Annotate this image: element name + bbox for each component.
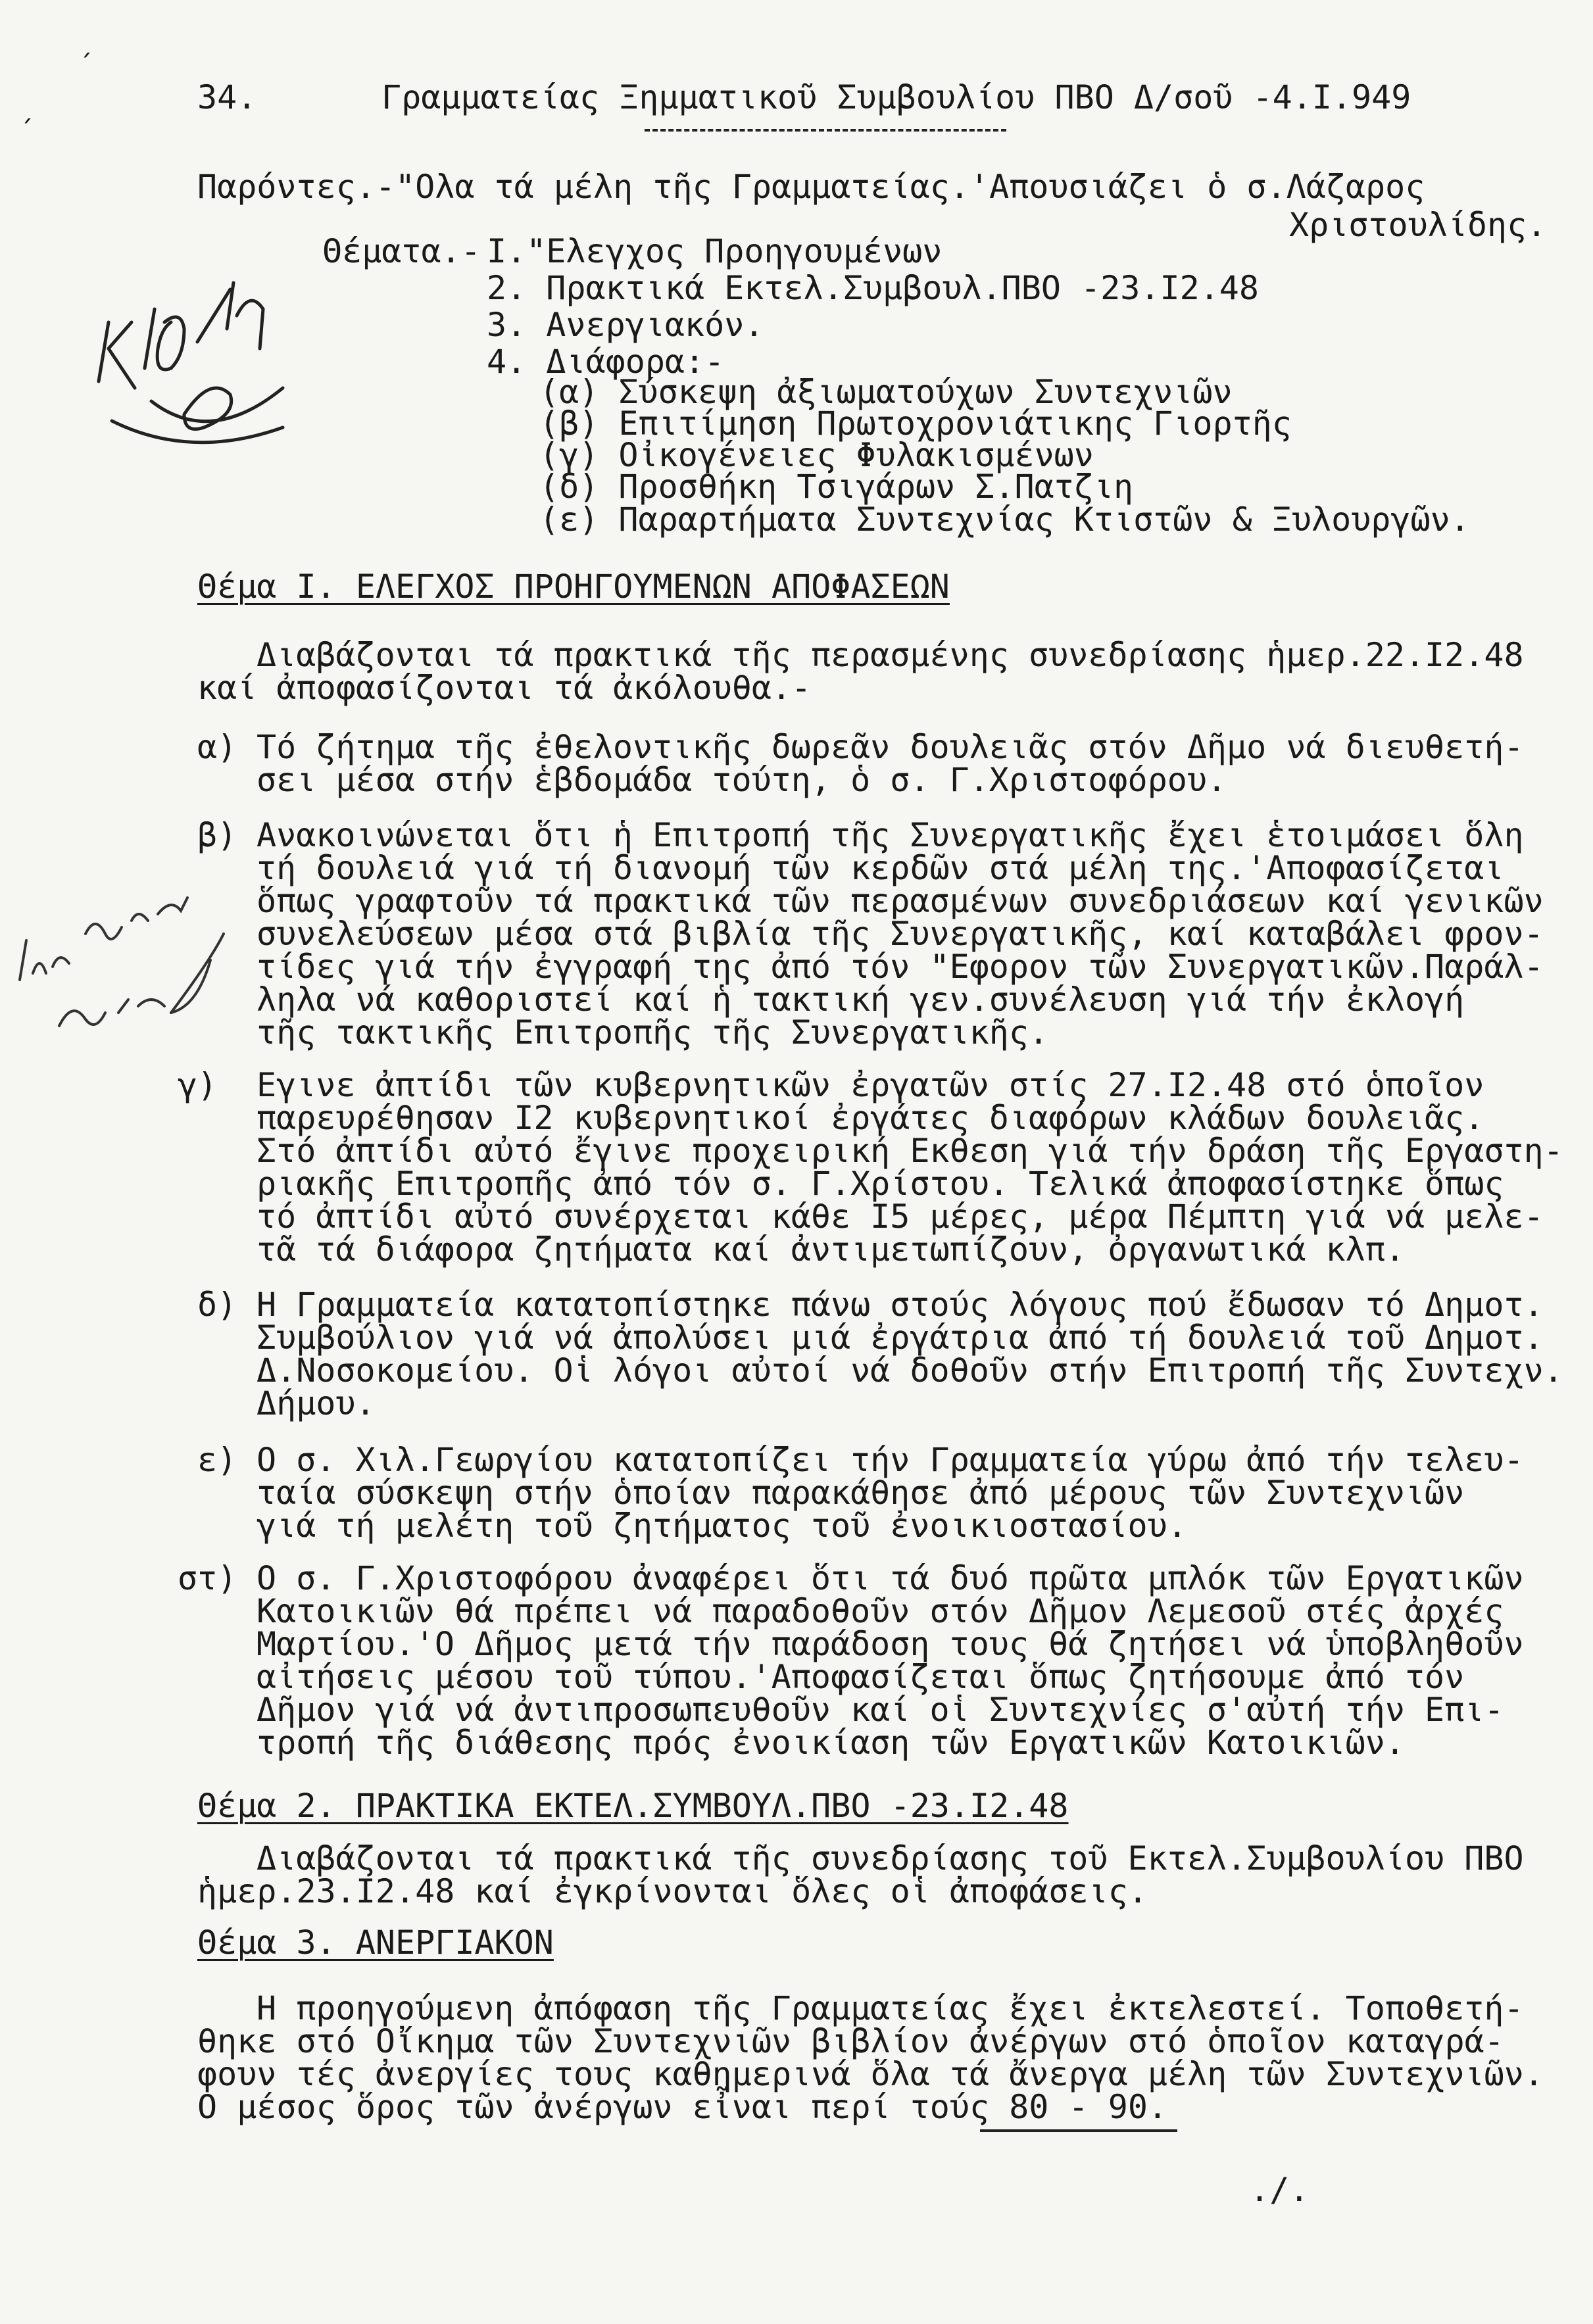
- paragraph-line: Ο σ. Γ.Χριστοφόρου ἀναφέρει ὅτι τά δυό πρῶτα μπλόκ τῶν Εργατικῶν: [257, 1559, 1524, 1597]
- paragraph-line: Δήμου.: [257, 1384, 376, 1422]
- section-heading: Θέμα 3. ΑΝΕΡΓΙΑΚΟΝ: [197, 1924, 554, 1962]
- handwritten-margin-note: [72, 250, 309, 460]
- agenda-subitem: (α) Σύσκεψη ἀξιωματούχων Συντεχνιῶν: [539, 373, 1233, 411]
- agenda-label: Θέματα.-: [322, 232, 481, 270]
- title-underline: [645, 129, 1006, 132]
- paragraph-line: ληλα νά καθοριστεί καί ἡ τακτική γεν.συνέλευση γιά τήν ἐκλογή: [257, 980, 1465, 1019]
- paragraph-line: τῆς τακτικῆς Επιτροπῆς τῆς Συνεργατικῆς.: [257, 1013, 1049, 1052]
- paragraph-line: Τό ζήτημα τῆς ἐθελοντικῆς δωρεᾶν δουλειᾶς στόν Δῆμο νά διευθετή-: [257, 728, 1524, 766]
- agenda-subitem: (ε) Παραρτήματα Συντεχνίας Κτιστῶν & Ξυλουργῶν.: [539, 500, 1470, 539]
- item-label: γ): [178, 1066, 218, 1104]
- paragraph-line: σει μέσα στήν ἑβδομάδα τούτη, ὁ σ. Γ.Χριστοφόρου.: [257, 761, 1227, 799]
- paragraph-line: Διαβάζονται τά πρακτικά τῆς συνεδρίασης τοῦ Εκτελ.Συμβουλίου ΠΒΟ: [257, 1839, 1524, 1877]
- paragraph-line: Διαβάζονται τά πρακτικά τῆς περασμένης συνεδρίασης ἡμερ.22.I2.48: [257, 636, 1524, 674]
- agenda-subitem: (γ) Οἰκογένειες Φυλακισμένων: [539, 436, 1094, 474]
- paragraph-line: ταία σύσκεψη στήν ὁποίαν παρακάθησε ἀπό μέρους τῶν Συντεχνιῶν: [257, 1474, 1465, 1512]
- figure-underline: [980, 2129, 1177, 2132]
- document-title: Γραμματείας Ξημματικοῦ Συμβουλίου ΠΒΟ Δ/σοῦ -4.Ι.949: [381, 78, 1411, 116]
- paragraph-line: φουν τές ἀνεργίες τους καθημερινά ὅλα τά ἄνεργα μέλη τῶν Συντεχνιῶν.: [197, 2055, 1544, 2093]
- item-label: δ): [197, 1286, 237, 1324]
- paragraph-line: Κατοικιῶν θά πρέπει νά παραδοθοῦν στόν Δῆμον Λεμεσοῦ στές ἀρχές: [257, 1592, 1504, 1630]
- paragraph-line: γιά τή μελέτη τοῦ ζητήματος τοῦ ἐνοικιοστασίου.: [257, 1507, 1187, 1545]
- agenda-subitem: (δ) Προσθήκη Τσιγάρων Σ.Πατζιη: [539, 468, 1134, 506]
- agenda-subitem: (β) Επιτίμηση Πρωτοχρονιάτικης Γιορτῆς: [539, 404, 1292, 443]
- paragraph-line: παρευρέθησαν I2 κυβερνητικοί ἐργάτες διαφόρων κλάδων δουλειᾶς.: [257, 1099, 1484, 1137]
- paragraph-line: Δῆμον γιά νά ἀντιπροσωπευθοῦν καί οἱ Συντεχνίες σ'αὐτή τήν Επι-: [257, 1691, 1504, 1729]
- agenda-item: 3. Ανεργιακόν.: [487, 306, 764, 344]
- item-label: β): [197, 816, 237, 854]
- paragraph-line: Συμβούλιον γιά νά ἀπολύσει μιά ἐργάτρια ἀπό τή δουλειά τοῦ Δημοτ.: [257, 1319, 1544, 1357]
- paragraph-line: καί ἀποφασίζονται τά ἀκόλουθα.-: [197, 669, 812, 707]
- paragraph-line: θηκε στό Οἴκημα τῶν Συντεχνιῶν βιβλίον ἀνέργων στό ὁποῖον καταγρά-: [197, 2022, 1504, 2060]
- paragraph-line: τίδες γιά τήν ἐγγραφή της ἀπό τόν "Εφορον τῶν Συνεργατικῶν.Παράλ-: [257, 948, 1544, 986]
- item-label: στ): [178, 1559, 237, 1597]
- paragraph-line: Μαρτίου.'Ο Δῆμος μετά τήν παράδοση τους θά ζητήσει νά ὑποβληθοῦν: [257, 1625, 1524, 1663]
- stray-mark: ˏ: [20, 92, 36, 122]
- agenda-item: Ι."Ελεγχος Προηγουμένων: [487, 232, 943, 270]
- paragraph-line: Η προηγούμενη ἀπόφαση τῆς Γραμματείας ἔχει ἐκτελεστεί. Τοποθετή-: [257, 1989, 1524, 2027]
- paragraph-line: Ανακοινώνεται ὅτι ἡ Επιτροπή τῆς Συνεργατικῆς ἔχει ἑτοιμάσει ὅλη: [257, 816, 1524, 854]
- paragraph-line: τᾶ τά διάφορα ζητήματα καί ἀντιμετωπίζουν, ὀργανωτικά κλπ.: [257, 1230, 1405, 1269]
- continuation-mark: ./.: [1250, 2171, 1310, 2209]
- handwritten-marginal-scribble: [7, 861, 257, 1059]
- paragraph-line: Η Γραμματεία κατατοπίστηκε πάνω στούς λόγους πού ἔδωσαν τό Δημοτ.: [257, 1286, 1544, 1324]
- page-number: 34.: [197, 78, 257, 116]
- paragraph-line: Στό ἀπτίδι αὐτό ἔγινε προχειρική Εκθεση γιά τήν δράση τῆς Εργαστη-: [257, 1132, 1563, 1170]
- agenda-item: 4. Διάφορα:-: [487, 343, 725, 381]
- attendees-line-2: Χριστουλίδης.: [1289, 206, 1547, 244]
- paragraph-line: Ο μέσος ὅρος τῶν ἀνέργων εἶναι περί τούς 80 - 90.: [197, 2088, 1168, 2126]
- paragraph-line: τό ἀπτίδι αὐτό συνέρχεται κάθε Ι5 μέρες, μέρα Πέμπτη γιά νά μελε-: [257, 1198, 1544, 1236]
- paragraph-line: ὅπως γραφτοῦν τά πρακτικά τῶν περασμένων συνεδριάσεων καί γενικῶν: [257, 882, 1544, 920]
- paragraph-line: τροπή τῆς διάθεσης πρός ἐνοικίαση τῶν Εργατικῶν Κατοικιῶν.: [257, 1724, 1405, 1762]
- paragraph-line: συνελεύσεων μέσα στά βιβλία τῆς Συνεργατικῆς, καί καταβάλει φρον-: [257, 915, 1544, 953]
- paragraph-line: ἡμερ.23.I2.48 καί ἐγκρίνονται ὅλες οἱ ἀποφάσεις.: [197, 1872, 1148, 1910]
- attendees-line: Παρόντες.-"Ολα τά μέλη τῆς Γραμματείας.'Απουσιάζει ὁ σ.Λάζαρος: [197, 168, 1425, 206]
- paragraph-line: ριακῆς Επιτροπῆς ἀπό τόν σ. Γ.Χρίστου. Τελικά ἀποφασίστηκε ὅπως: [257, 1165, 1504, 1203]
- stray-mark: ˏ: [79, 26, 95, 57]
- paragraph-line: αἰτήσεις μέσου τοῦ τύπου.'Αποφασίζεται ὅπως ζητήσουμε ἀπό τόν: [257, 1658, 1465, 1696]
- paragraph-line: Εγινε ἀπτίδι τῶν κυβερνητικῶν ἐργατῶν στίς 27.I2.48 στό ὁποῖον: [257, 1066, 1484, 1104]
- paragraph-line: τή δουλειά γιά τή διανομή τῶν κερδῶν στά μέλη της.'Αποφασίζεται: [257, 849, 1504, 887]
- section-heading: Θέμα 2. ΠΡΑΚΤΙΚΑ ΕΚΤΕΛ.ΣΥΜΒΟΥΛ.ΠΒΟ -23.I2.48: [197, 1787, 1069, 1825]
- paragraph-line: Ο σ. Χιλ.Γεωργίου κατατοπίζει τήν Γραμματεία γύρω ἀπό τήν τελευ-: [257, 1441, 1524, 1479]
- item-label: α): [197, 728, 237, 766]
- paragraph-line: Δ.Νοσοκομείου. Οἱ λόγοι αὐτοί νά δοθοῦν στήν Επιτροπή τῆς Συντεχν.: [257, 1351, 1563, 1390]
- item-label: ε): [197, 1441, 237, 1479]
- section-heading: Θέμα Ι. ΕΛΕΓΧΟΣ ΠΡΟΗΓΟΥΜΕΝΩΝ ΑΠΟΦΑΣΕΩΝ: [197, 568, 950, 606]
- agenda-item: 2. Πρακτικά Εκτελ.Συμβουλ.ΠΒΟ -23.I2.48: [487, 269, 1259, 307]
